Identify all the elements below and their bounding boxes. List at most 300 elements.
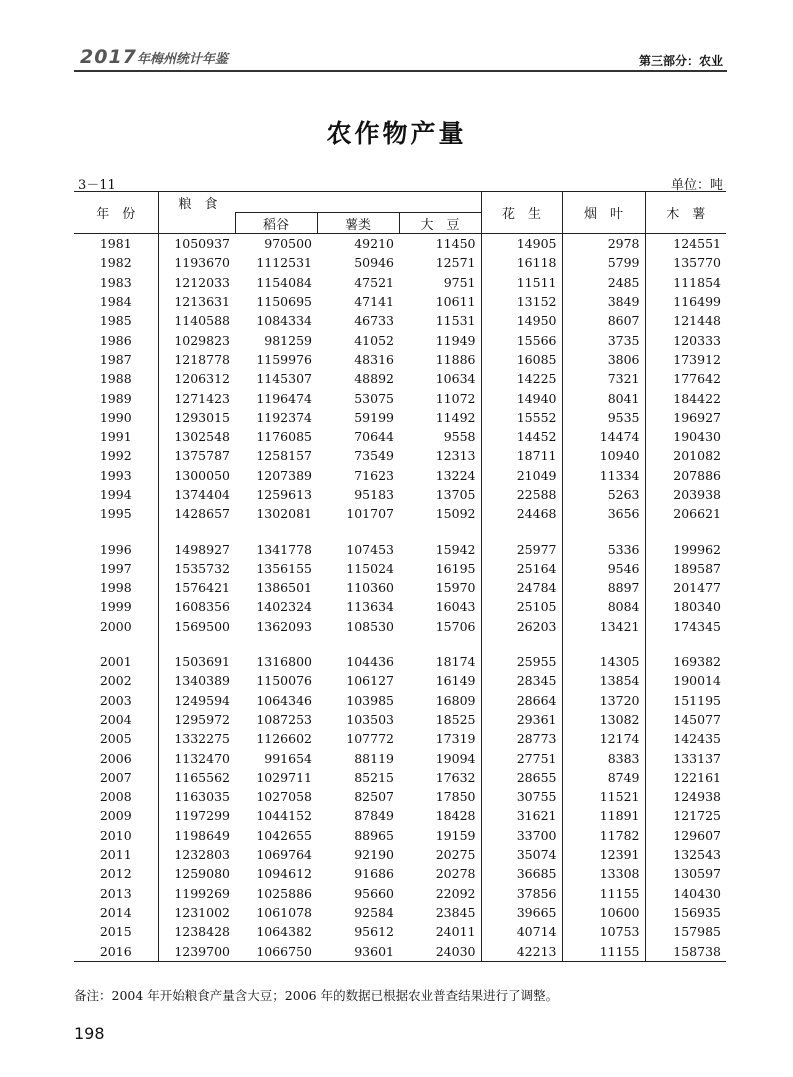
- table-cell: 981259: [264, 332, 312, 348]
- table-cell: 19094: [399, 748, 481, 767]
- table-cell: 1069764: [256, 847, 312, 863]
- table-cell: 124938: [673, 789, 721, 805]
- table-cell: 1535732: [174, 560, 230, 576]
- table-row: [74, 234, 726, 254]
- table-cell: 10940: [562, 446, 645, 465]
- table-cell: 28773: [481, 729, 562, 748]
- table-cell: 104436: [346, 654, 394, 670]
- table-cell: 129607: [673, 827, 721, 843]
- table-cell: 1199269: [174, 885, 230, 901]
- table-cell: 124551: [673, 236, 721, 252]
- table-cell: 7321: [562, 369, 645, 388]
- table-cell: 2013: [74, 884, 158, 903]
- section-label: 第三部分：农业: [638, 54, 723, 68]
- table-cell: 1986: [74, 330, 158, 349]
- table-cell: 1029711: [256, 769, 312, 785]
- table-cell: 107772: [346, 731, 394, 747]
- col-rice: 稻谷: [235, 213, 317, 234]
- table-cell: 1025886: [256, 885, 312, 901]
- table-cell: 1027058: [256, 789, 312, 805]
- table-cell: 53075: [354, 390, 394, 406]
- table-cell: 15092: [399, 504, 481, 523]
- table-cell: 1193670: [174, 255, 230, 271]
- table-cell: 47141: [354, 294, 394, 310]
- table-row: [74, 597, 726, 616]
- table-cell: 2012: [74, 864, 158, 883]
- table-cell: 1196474: [256, 390, 312, 406]
- table-cell: 23845: [399, 903, 481, 922]
- table-cell: 1991: [74, 427, 158, 446]
- table-cell: 1163035: [174, 789, 230, 805]
- table-cell: 11334: [562, 466, 645, 485]
- table-cell: 1569500: [174, 618, 230, 634]
- table-cell: 189587: [673, 560, 721, 576]
- row-gap: [74, 523, 726, 539]
- table-row: [74, 273, 726, 292]
- table-row: [74, 922, 726, 941]
- table-cell: 14225: [481, 369, 562, 388]
- table-cell: 29361: [481, 710, 562, 729]
- table-cell: 1165562: [174, 769, 230, 785]
- table-cell: 1159976: [256, 351, 312, 367]
- table-cell: 1993: [74, 466, 158, 485]
- table-cell: 1994: [74, 485, 158, 504]
- table-cell: 1197299: [174, 808, 230, 824]
- table-cell: 10600: [562, 903, 645, 922]
- table-cell: 1340389: [174, 673, 230, 689]
- table-cell: 11511: [481, 273, 562, 292]
- table-cell: 1987: [74, 350, 158, 369]
- table-cell: 1087253: [256, 711, 312, 727]
- table-cell: 1176085: [256, 429, 312, 445]
- table-cell: 21049: [481, 466, 562, 485]
- table-row: [74, 845, 726, 864]
- table-cell: 49210: [354, 236, 394, 252]
- table-cell: 10611: [399, 292, 481, 311]
- table-cell: 25977: [481, 539, 562, 558]
- table-cell: 2007: [74, 768, 158, 787]
- table-cell: 1192374: [256, 409, 312, 425]
- table-cell: 201477: [673, 580, 721, 596]
- table-cell: 16043: [399, 597, 481, 616]
- table-cell: 2011: [74, 845, 158, 864]
- table-cell: 59199: [354, 409, 394, 425]
- col-tobacco: 烟 叶: [562, 192, 645, 234]
- table-cell: 13308: [562, 864, 645, 883]
- table-body: [74, 234, 726, 962]
- table-cell: 14950: [481, 311, 562, 330]
- table-cell: 15706: [399, 617, 481, 636]
- table-number: 3－11: [78, 178, 116, 193]
- table-cell: 8607: [562, 311, 645, 330]
- table-cell: 1982: [74, 253, 158, 272]
- col-grain-spacer: [158, 213, 235, 234]
- table-row: [74, 826, 726, 845]
- page-number: 198: [74, 1024, 105, 1043]
- table-cell: 2003: [74, 691, 158, 710]
- table-cell: 207886: [673, 467, 721, 483]
- table-row: [74, 485, 726, 504]
- table-cell: 1374404: [174, 487, 230, 502]
- table-cell: 1996: [74, 539, 158, 558]
- page-title: 农作物产量: [326, 119, 467, 148]
- table-cell: 17850: [399, 787, 481, 806]
- table-cell: 9558: [399, 427, 481, 446]
- table-cell: 115024: [346, 560, 394, 576]
- table-row: [74, 369, 726, 388]
- table-cell: 1029823: [174, 332, 230, 348]
- table-cell: 25955: [481, 652, 562, 671]
- table-cell: 14905: [481, 234, 562, 254]
- table-cell: 3735: [562, 330, 645, 349]
- table-cell: 1094612: [256, 866, 312, 882]
- table-cell: 31621: [481, 806, 562, 825]
- table-cell: 1293015: [174, 409, 230, 425]
- table-cell: 1050937: [174, 236, 230, 252]
- table-row: [74, 446, 726, 465]
- table-cell: 2008: [74, 787, 158, 806]
- table-cell: 2010: [74, 826, 158, 845]
- grain-group-spacer: [235, 192, 481, 213]
- table-row: [74, 806, 726, 825]
- table-cell: 95183: [354, 487, 394, 502]
- table-row: [74, 466, 726, 485]
- table-cell: 1249594: [174, 692, 230, 708]
- table-cell: 111854: [673, 274, 721, 290]
- table-row: [74, 539, 726, 558]
- table-cell: 93601: [354, 943, 394, 959]
- table-cell: 3656: [562, 504, 645, 523]
- table-cell: 1044152: [256, 808, 312, 824]
- table-cell: 169382: [673, 654, 721, 670]
- table-cell: 3849: [562, 292, 645, 311]
- table-cell: 12571: [399, 253, 481, 272]
- table-cell: 5336: [562, 539, 645, 558]
- table-cell: 13224: [399, 466, 481, 485]
- table-cell: 11521: [562, 787, 645, 806]
- table-cell: 22588: [481, 485, 562, 504]
- table-cell: 14474: [562, 427, 645, 446]
- table-cell: 103985: [346, 692, 394, 708]
- table-cell: 106127: [346, 673, 394, 689]
- table-cell: 37856: [481, 884, 562, 903]
- table-cell: 24011: [399, 922, 481, 941]
- table-row: [74, 559, 726, 578]
- table-row: [74, 691, 726, 710]
- table-cell: 8383: [562, 748, 645, 767]
- table-cell: 1988: [74, 369, 158, 388]
- table-cell: 18428: [399, 806, 481, 825]
- table-cell: 2000: [74, 617, 158, 636]
- table-cell: 11782: [562, 826, 645, 845]
- table-cell: 1362093: [256, 618, 312, 634]
- yearbook-year: 2017: [80, 46, 137, 68]
- table-cell: 82507: [354, 789, 394, 805]
- table-cell: 116499: [673, 294, 721, 310]
- table-cell: 1498927: [174, 541, 230, 557]
- table-cell: 28664: [481, 691, 562, 710]
- table-cell: 48316: [354, 351, 394, 367]
- table-cell: 33700: [481, 826, 562, 845]
- table-cell: 1300050: [174, 467, 230, 483]
- table-cell: 1984: [74, 292, 158, 311]
- table-cell: 1064382: [256, 924, 312, 940]
- table-cell: 13705: [399, 485, 481, 504]
- table-cell: 18711: [481, 446, 562, 465]
- unit-label: 单位：吨: [670, 178, 723, 193]
- table-row: [74, 768, 726, 787]
- table-cell: 1989: [74, 388, 158, 407]
- table-cell: 1259613: [256, 487, 312, 502]
- table-cell: 92584: [354, 904, 394, 920]
- table-cell: 1356155: [256, 560, 312, 576]
- table-cell: 1259080: [174, 866, 230, 882]
- table-cell: 92190: [354, 847, 394, 863]
- table-cell: 1154084: [256, 274, 312, 290]
- table-cell: 11155: [562, 884, 645, 903]
- table-cell: 41052: [354, 332, 394, 348]
- table-cell: 95612: [354, 924, 394, 940]
- table-cell: 13421: [562, 617, 645, 636]
- table-cell: 1997: [74, 559, 158, 578]
- table-cell: 1132470: [174, 750, 230, 766]
- table-cell: 1998: [74, 578, 158, 597]
- table-cell: 121448: [673, 313, 721, 329]
- table-cell: 13082: [562, 710, 645, 729]
- table-cell: 9535: [562, 408, 645, 427]
- table-cell: 1983: [74, 273, 158, 292]
- table-cell: 48892: [354, 371, 394, 387]
- table-cell: 10634: [399, 369, 481, 388]
- table-cell: 15970: [399, 578, 481, 597]
- table-cell: 1232803: [174, 847, 230, 863]
- table-cell: 17319: [399, 729, 481, 748]
- table-cell: 16085: [481, 350, 562, 369]
- table-cell: 1302081: [256, 506, 312, 522]
- table-row: [74, 388, 726, 407]
- table-cell: 177642: [673, 371, 721, 387]
- table-cell: 39665: [481, 903, 562, 922]
- table-cell: 145077: [673, 711, 721, 727]
- table-cell: 27751: [481, 748, 562, 767]
- table-cell: 15566: [481, 330, 562, 349]
- table-cell: 101707: [346, 506, 394, 522]
- table-cell: 184422: [673, 390, 721, 406]
- table-cell: 1302548: [174, 429, 230, 445]
- table-cell: 35074: [481, 845, 562, 864]
- table-cell: 107453: [346, 541, 394, 557]
- table-cell: 13854: [562, 671, 645, 690]
- table-cell: 14452: [481, 427, 562, 446]
- table-cell: 47521: [354, 274, 394, 290]
- table-cell: 151195: [673, 692, 721, 708]
- table-cell: 1386501: [256, 580, 312, 596]
- table-cell: 88965: [354, 827, 394, 843]
- table-cell: 25105: [481, 597, 562, 616]
- table-cell: 1064346: [256, 692, 312, 708]
- table-cell: 190430: [673, 429, 721, 445]
- table-cell: 11155: [562, 941, 645, 961]
- table-cell: 1084334: [256, 313, 312, 329]
- table-cell: 1212033: [174, 274, 230, 290]
- table-cell: 120333: [673, 332, 721, 348]
- table-cell: 133137: [673, 750, 721, 766]
- table-cell: 199962: [673, 541, 721, 557]
- table-cell: 1295972: [174, 711, 230, 727]
- table-cell: 1258157: [256, 448, 312, 464]
- footnote: 备注：2004 年开始粮食产量含大豆；2006 年的数据已根据农业普查结果进行了调整。: [74, 988, 559, 1003]
- table-cell: 1375787: [174, 448, 230, 464]
- table-cell: 156935: [673, 904, 721, 920]
- table-cell: 135770: [673, 255, 721, 271]
- header-rule: [74, 70, 727, 72]
- col-cassava: 木 薯: [666, 207, 706, 222]
- table-cell: 10753: [562, 922, 645, 941]
- table-row: [74, 729, 726, 748]
- table-cell: 87849: [354, 808, 394, 824]
- table-row: [74, 884, 726, 903]
- table-cell: 42213: [481, 941, 562, 961]
- table-cell: 2005: [74, 729, 158, 748]
- table-cell: 2485: [562, 273, 645, 292]
- table-cell: 3806: [562, 350, 645, 369]
- table-cell: 991654: [264, 750, 312, 766]
- table-cell: 16118: [481, 253, 562, 272]
- table-cell: 1198649: [174, 827, 230, 843]
- table-row: [74, 350, 726, 369]
- table-cell: 1066750: [256, 943, 312, 959]
- table-cell: 1061078: [256, 904, 312, 920]
- table-cell: 2016: [74, 941, 158, 961]
- col-grain: 粮 食: [178, 196, 218, 212]
- table-cell: 12313: [399, 446, 481, 465]
- table-cell: 13152: [481, 292, 562, 311]
- table-row: [74, 330, 726, 349]
- table-cell: 91686: [354, 866, 394, 882]
- row-gap: [74, 636, 726, 652]
- table-cell: 1207389: [256, 467, 312, 483]
- table-cell: 1213631: [174, 294, 230, 310]
- table-cell: 1992: [74, 446, 158, 465]
- table-cell: 113634: [346, 599, 394, 615]
- table-cell: 1332275: [174, 731, 230, 747]
- table-cell: 1150076: [256, 673, 312, 689]
- table-cell: 24468: [481, 504, 562, 523]
- table-row: [74, 787, 726, 806]
- table-cell: 1985: [74, 311, 158, 330]
- table-cell: 24784: [481, 578, 562, 597]
- table-cell: 132543: [673, 847, 721, 863]
- table-cell: 9751: [399, 273, 481, 292]
- table-row: [74, 903, 726, 922]
- table-cell: 1150695: [256, 294, 312, 310]
- table-cell: 1608356: [174, 599, 230, 615]
- table-cell: 12391: [562, 845, 645, 864]
- table-cell: 71623: [354, 467, 394, 483]
- table-cell: 8084: [562, 597, 645, 616]
- table-cell: 20275: [399, 845, 481, 864]
- table-cell: 2001: [74, 652, 158, 671]
- table-cell: 5799: [562, 253, 645, 272]
- table-cell: 2006: [74, 748, 158, 767]
- table-row: [74, 253, 726, 272]
- table-cell: 1402324: [256, 599, 312, 615]
- table-row: [74, 671, 726, 690]
- table-cell: 9546: [562, 559, 645, 578]
- table-row: [74, 748, 726, 767]
- table-row: [74, 504, 726, 523]
- table-cell: 73549: [354, 448, 394, 464]
- table-cell: 1231002: [174, 904, 230, 920]
- table-cell: 1999: [74, 597, 158, 616]
- table-cell: 28655: [481, 768, 562, 787]
- table-row: [74, 292, 726, 311]
- table-cell: 103503: [346, 711, 394, 727]
- table-cell: 11531: [399, 311, 481, 330]
- table-cell: 174345: [673, 618, 721, 634]
- col-tubers: 薯类: [317, 213, 399, 234]
- table-cell: 11891: [562, 806, 645, 825]
- table-cell: 1238428: [174, 924, 230, 940]
- table-cell: 1341778: [256, 541, 312, 557]
- table-cell: 40714: [481, 922, 562, 941]
- table-cell: 13720: [562, 691, 645, 710]
- table-cell: 1990: [74, 408, 158, 427]
- crop-output-table: [74, 191, 726, 962]
- table-cell: 14940: [481, 388, 562, 407]
- table-cell: 50946: [354, 255, 394, 271]
- table-cell: 157985: [673, 924, 721, 940]
- col-peanut: 花 生: [481, 192, 562, 234]
- table-row: [74, 311, 726, 330]
- table-cell: 110360: [346, 580, 394, 596]
- table-cell: 22092: [399, 884, 481, 903]
- table-cell: 2009: [74, 806, 158, 825]
- table-row: [74, 617, 726, 636]
- table-cell: 2004: [74, 710, 158, 729]
- table-cell: 2015: [74, 922, 158, 941]
- table-cell: 206621: [673, 506, 721, 522]
- table-cell: 15552: [481, 408, 562, 427]
- table-cell: 11886: [399, 350, 481, 369]
- table-cell: 8897: [562, 578, 645, 597]
- table-cell: 12174: [562, 729, 645, 748]
- table-cell: 11949: [399, 330, 481, 349]
- table-cell: 15942: [399, 539, 481, 558]
- table-cell: 11072: [399, 388, 481, 407]
- table-cell: 121725: [673, 808, 721, 824]
- table-cell: 18525: [399, 710, 481, 729]
- table-cell: 1042655: [256, 827, 312, 843]
- table-cell: 1271423: [174, 390, 230, 406]
- table-cell: 1206312: [174, 371, 230, 387]
- table-row: [74, 941, 726, 961]
- table-cell: 1239700: [174, 943, 230, 959]
- yearbook-header: [80, 46, 228, 68]
- table-cell: 5263: [562, 485, 645, 504]
- table-cell: 25164: [481, 559, 562, 578]
- table-cell: 1428657: [174, 506, 230, 522]
- table-cell: 122161: [673, 769, 721, 785]
- table-cell: 46733: [354, 313, 394, 329]
- table-cell: 36685: [481, 864, 562, 883]
- table-cell: 11450: [399, 234, 481, 254]
- table-cell: 970500: [264, 236, 312, 252]
- table-cell: 28345: [481, 671, 562, 690]
- table-cell: 1112531: [256, 255, 312, 271]
- table-cell: 26203: [481, 617, 562, 636]
- table-row: [74, 408, 726, 427]
